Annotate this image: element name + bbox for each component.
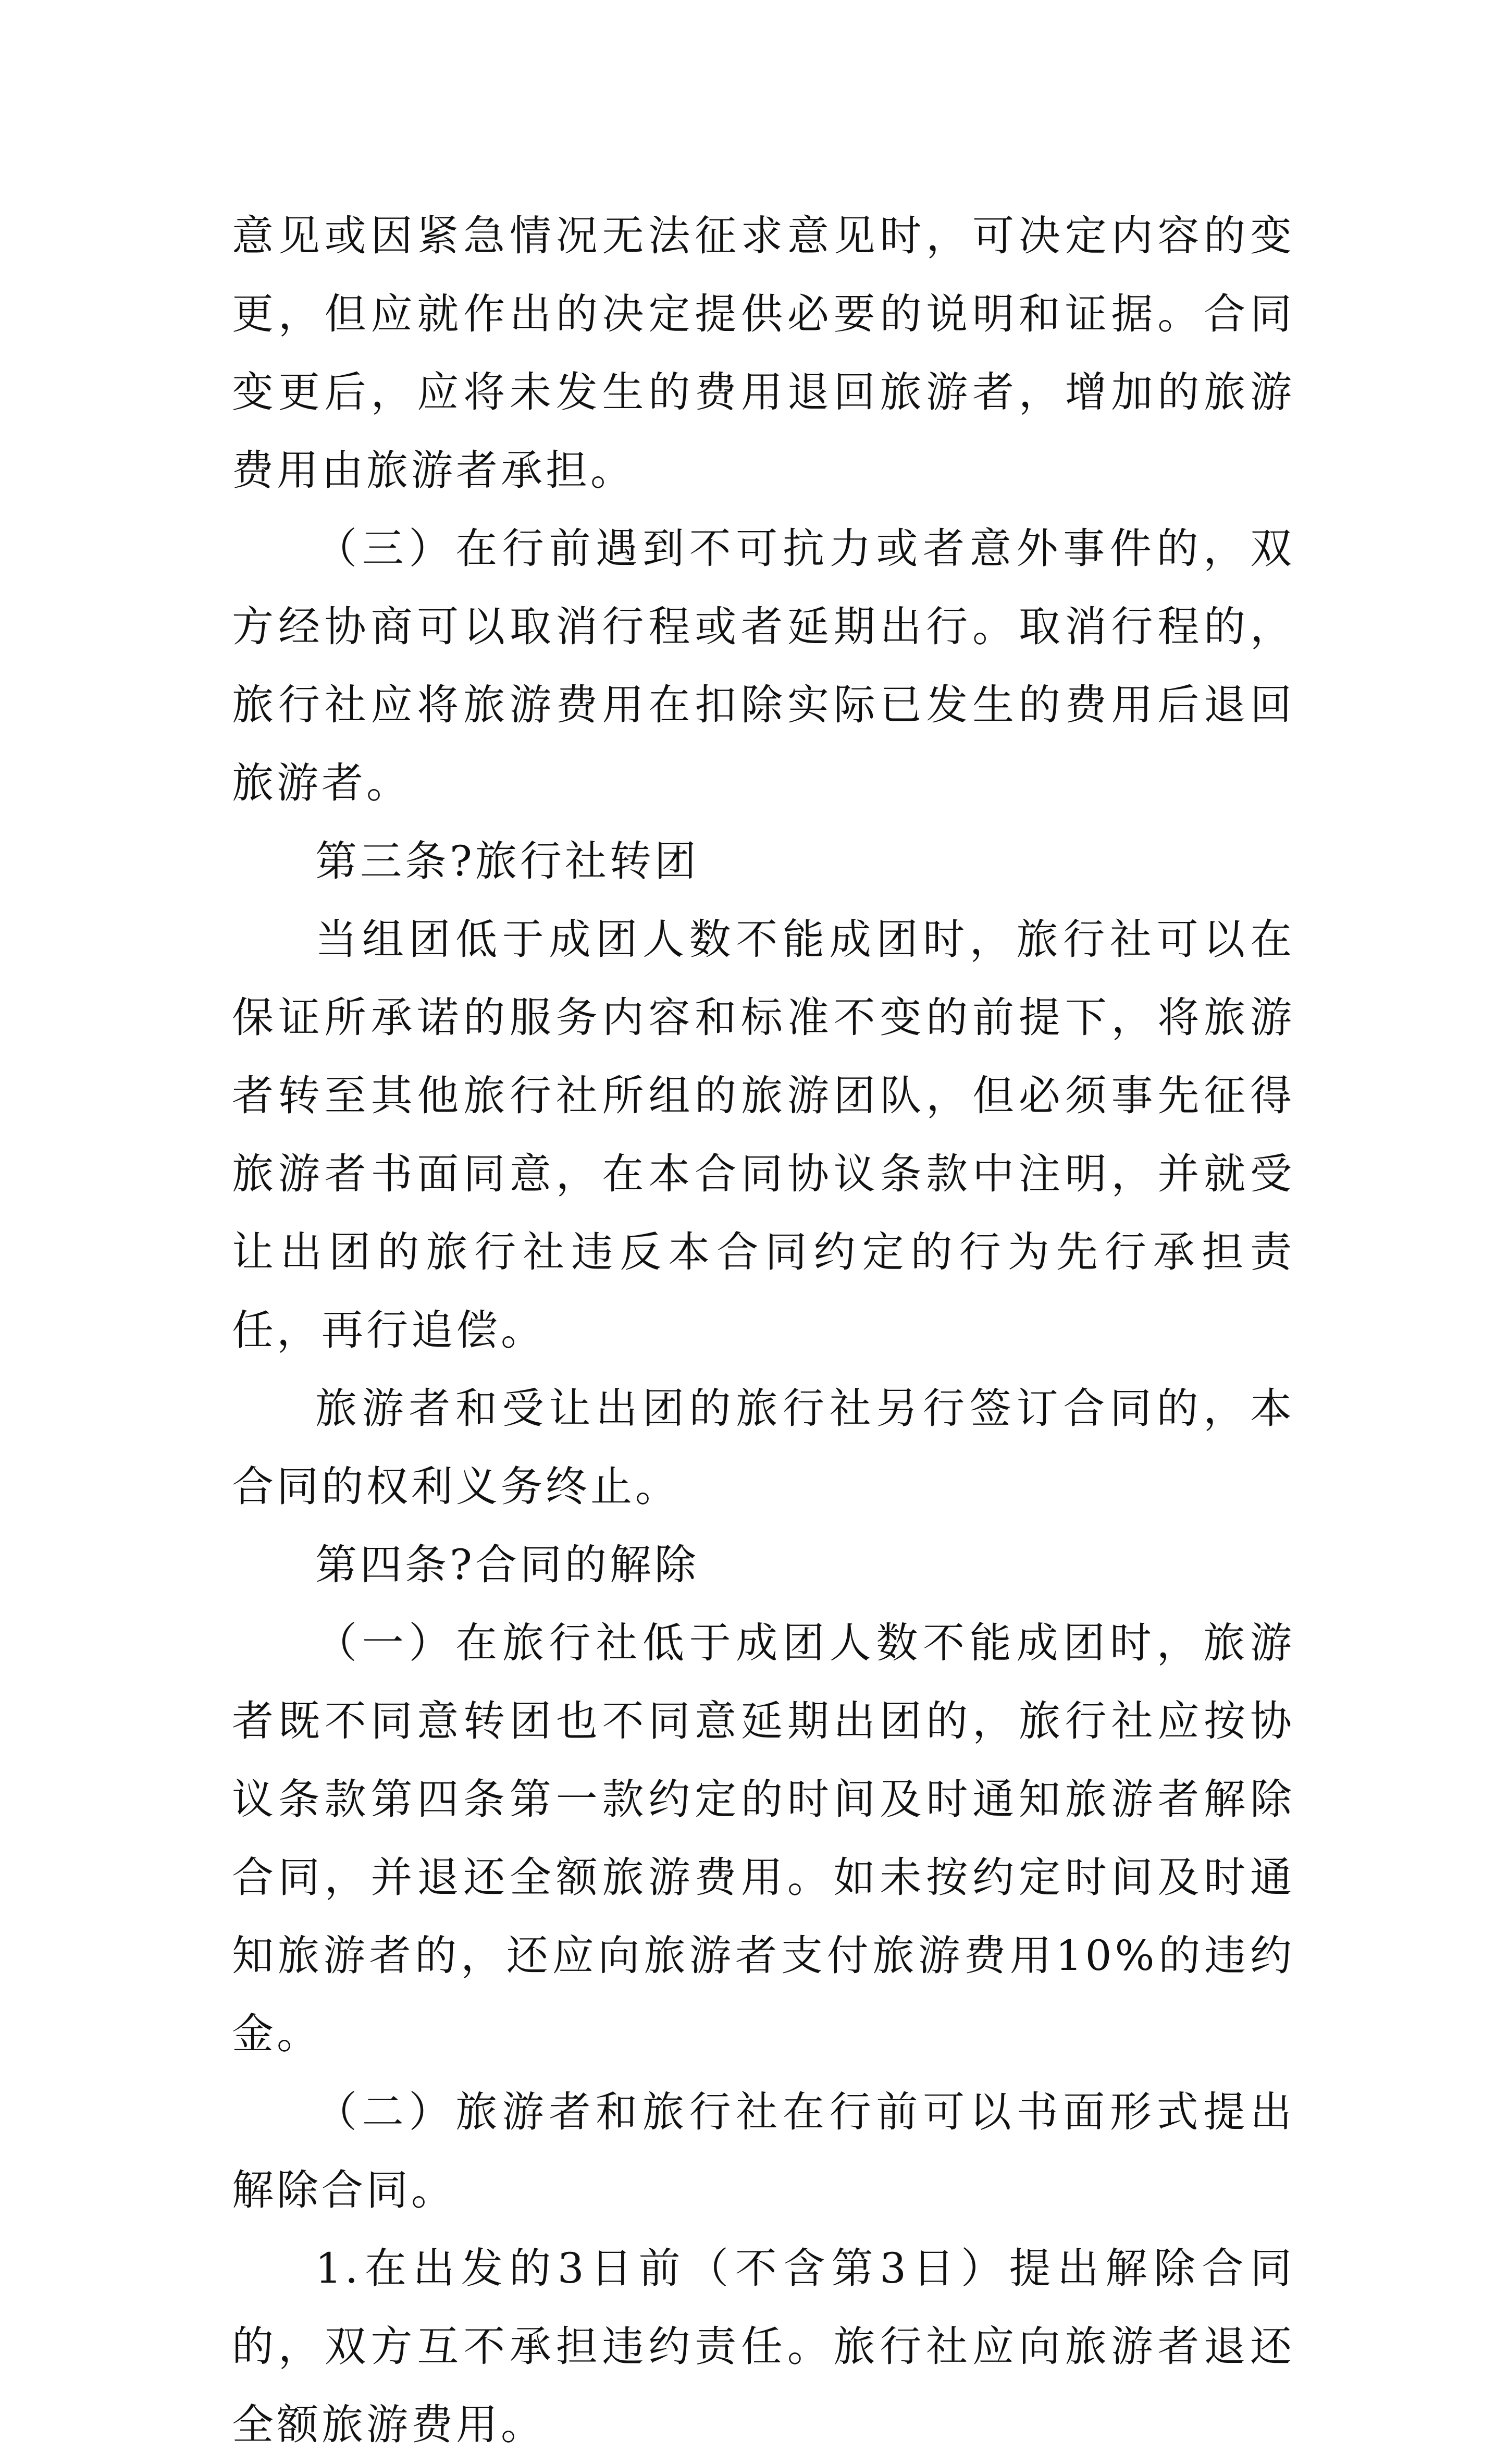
article-4-heading: 第四条?合同的解除 — [315, 1541, 699, 1589]
paragraph-contract-change-continued: 意见或因紧急情况无法征求意见时，可决定内容的变更，但应就作出的决定提供必要的说明和证据。合同变更后，应将未发生的费用退回旅游者，增加的旅游费用由旅游者承担。 — [232, 212, 1295, 495]
paragraph-cancellation-insufficient-group: （一）在旅行社低于成团人数不能成团时，旅游者既不同意转团也不同意延期出团的，旅行社应按协议条款第四条第一款约定的时间及时通知旅游者解除合同，并退还全额旅游费用。如未按约定时间及时通知旅游者的，还应向旅游者支付旅游费用10%的违约金。 — [232, 1619, 1295, 2058]
paragraph-written-cancellation: （二）旅游者和旅行社在行前可以书面形式提出解除合同。 — [232, 2088, 1295, 2214]
paragraph-rights-termination: 旅游者和受让出团的旅行社另行签订合同的，本合同的权利义务终止。 — [232, 1384, 1295, 1511]
paragraph-force-majeure: （三）在行前遇到不可抗力或者意外事件的，双方经协商可以取消行程或者延期出行。取消行程的，旅行社应将旅游费用在扣除实际已发生的费用后退回旅游者。 — [232, 524, 1295, 807]
paragraph-group-transfer: 当组团低于成团人数不能成团时，旅行社可以在保证所承诺的服务内容和标准不变的前提下，将旅游者转至其他旅行社所组的旅游团队，但必须事先征得旅游者书面同意，在本合同协议条款中注明，并就受让出团的旅行社违反本合同约定的行为先行承担责任，再行追偿。 — [232, 915, 1295, 1354]
document-body — [232, 197, 1295, 2464]
paragraph-cancellation-3-days: 1.在出发的3日前（不含第3日）提出解除合同的，双方互不承担违约责任。旅行社应向旅游者退还全额旅游费用。 — [232, 2244, 1295, 2449]
article-3-heading: 第三条?旅行社转团 — [315, 837, 699, 885]
